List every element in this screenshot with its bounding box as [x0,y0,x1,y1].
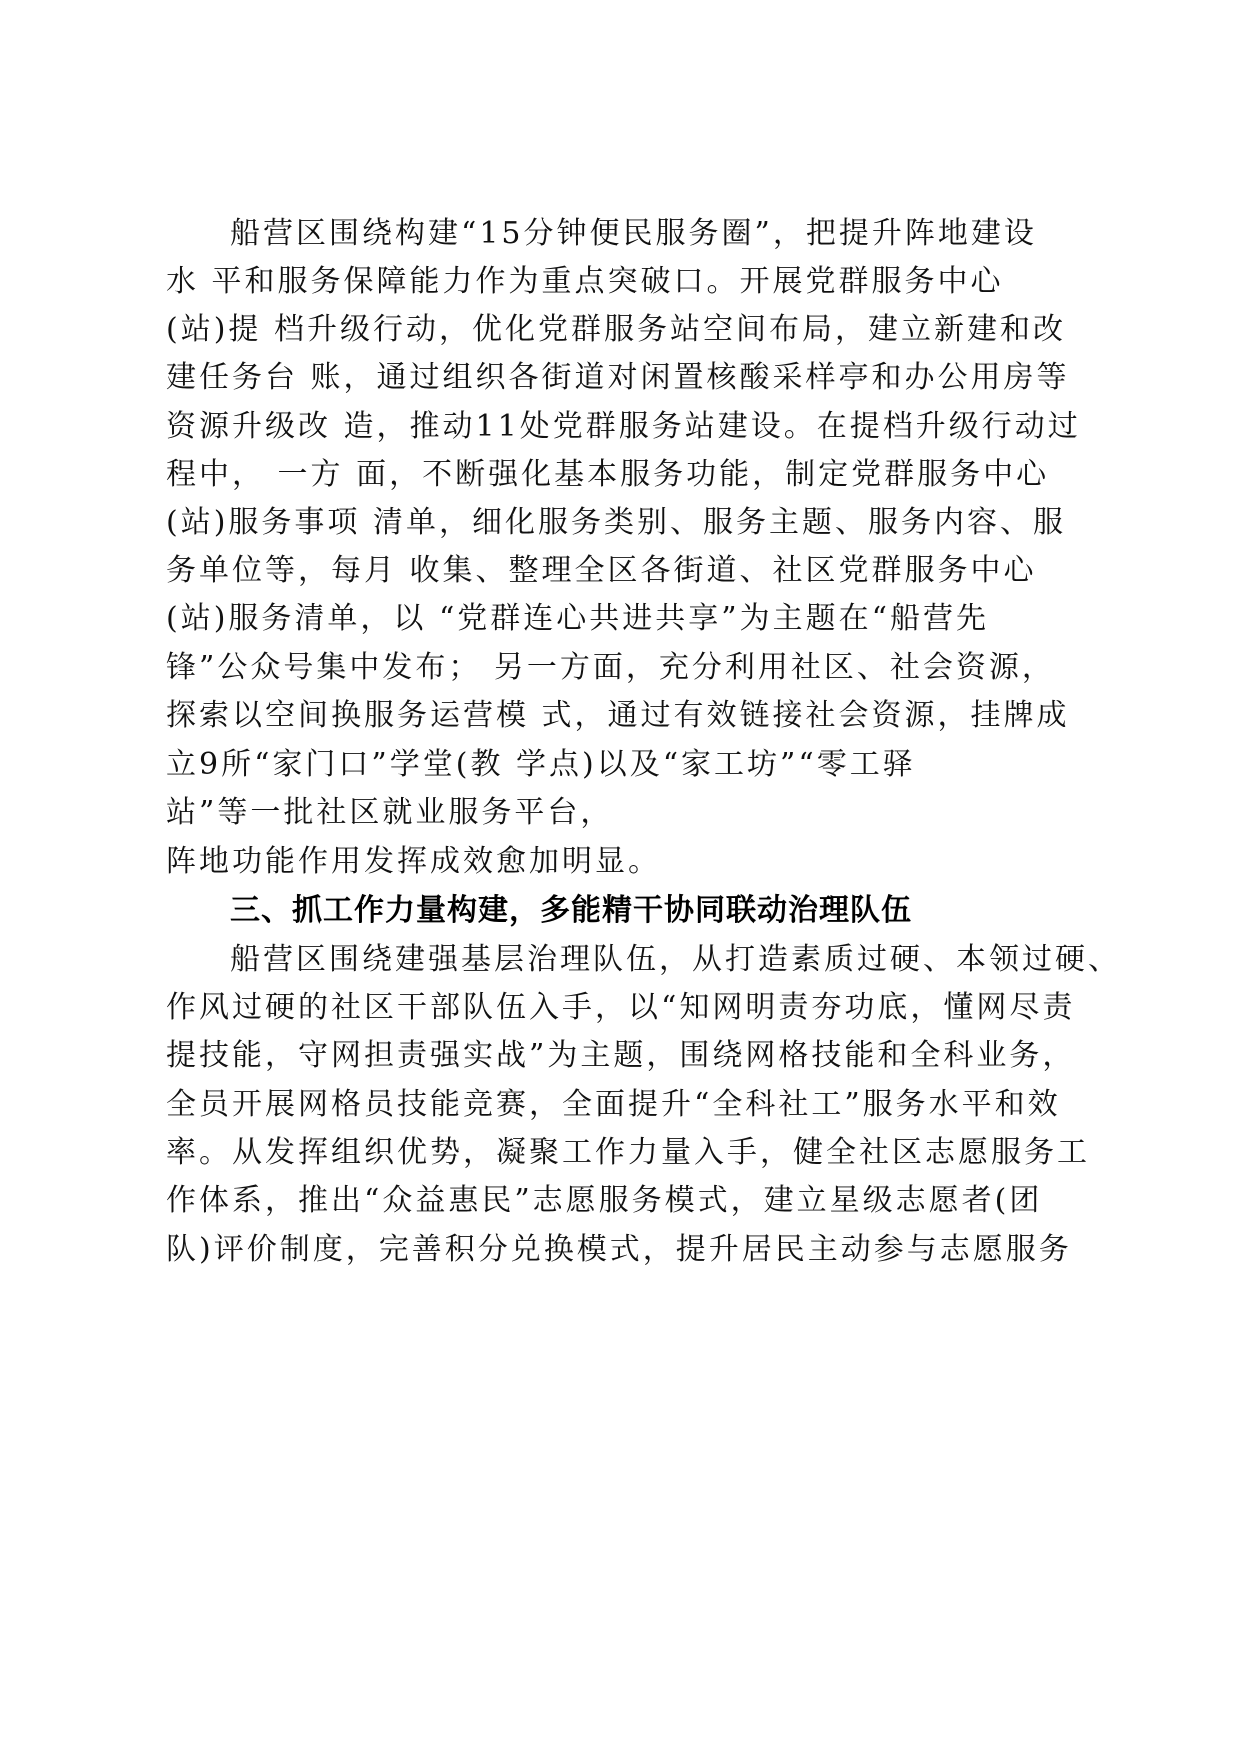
paragraph-2-line-5: 率。从发挥组织优势，凝聚工作力量入手，健全社区志愿服务工 [166,1135,1090,1170]
paragraph-1-line-4: 建任务台 账，通过组织各街道对闲置核酸采样亭和办公用房等 [166,360,1070,395]
paragraph-1-line-8: 务单位等，每月 收集、整理全区各街道、社区党群服务中心 [166,553,1037,588]
paragraph-1-line-13: 站”等一批社区就业服务平台， [166,795,614,830]
paragraph-1-line-10: 锋”公众号集中发布； 另一方面，充分利用社区、社会资源， [166,650,1055,685]
paragraph-1-line-6: 程中， 一方 面，不断强化基本服务功能，制定党群服务中心 [166,457,1050,492]
paragraph-2-line-4: 全员开展网格员技能竞赛，全面提升“全科社工”服务水平和效 [166,1087,1061,1122]
paragraph-1-line-5: 资源升级改 造，推动11处党群服务站建设。在提档升级行动过 [166,409,1081,444]
paragraph-2-line-6: 作体系，推出“众益惠民”志愿服务模式，建立星级志愿者(团 [166,1183,1043,1218]
paragraph-2-line-1: 船营区围绕建强基层治理队伍，从打造素质过硬、本领过硬、 [230,942,1121,977]
paragraph-1-line-7: (站)服务事项 清单，细化服务类别、服务主题、服务内容、服 [166,505,1066,540]
paragraph-1-line-1: 船营区围绕构建“15分钟便民服务圈”，把提升阵地建设 [230,216,1037,251]
paragraph-1-line-9: (站)服务清单，以 “党群连心共进共享”为主题在“船营先 [166,601,989,636]
section-heading: 三、抓工作力量构建，多能精干协同联动治理队伍 [230,893,912,928]
paragraph-1-line-14: 阵地功能作用发挥成效愈加明显。 [166,844,661,879]
paragraph-1-line-11: 探索以空间换服务运营模 式，通过有效链接社会资源，挂牌成 [166,698,1070,733]
paragraph-1-line-12: 立9所“家门口”学堂(教 学点)以及“家工坊”“零工驿 [166,747,916,782]
paragraph-2-line-7: 队)评价制度，完善积分兑换模式，提升居民主动参与志愿服务 [166,1232,1072,1267]
paragraph-1-line-2: 水 平和服务保障能力作为重点突破口。开展党群服务中心 [166,264,1004,299]
paragraph-1-line-3: (站)提 档升级行动，优化党群服务站空间布局，建立新建和改 [166,312,1066,347]
paragraph-2-line-3: 提技能，守网担责强实战”为主题，围绕网格技能和全科业务， [166,1038,1076,1073]
paragraph-2-line-2: 作风过硬的社区干部队伍入手，以“知网明责夯功底，懂网尽责 [166,990,1076,1025]
